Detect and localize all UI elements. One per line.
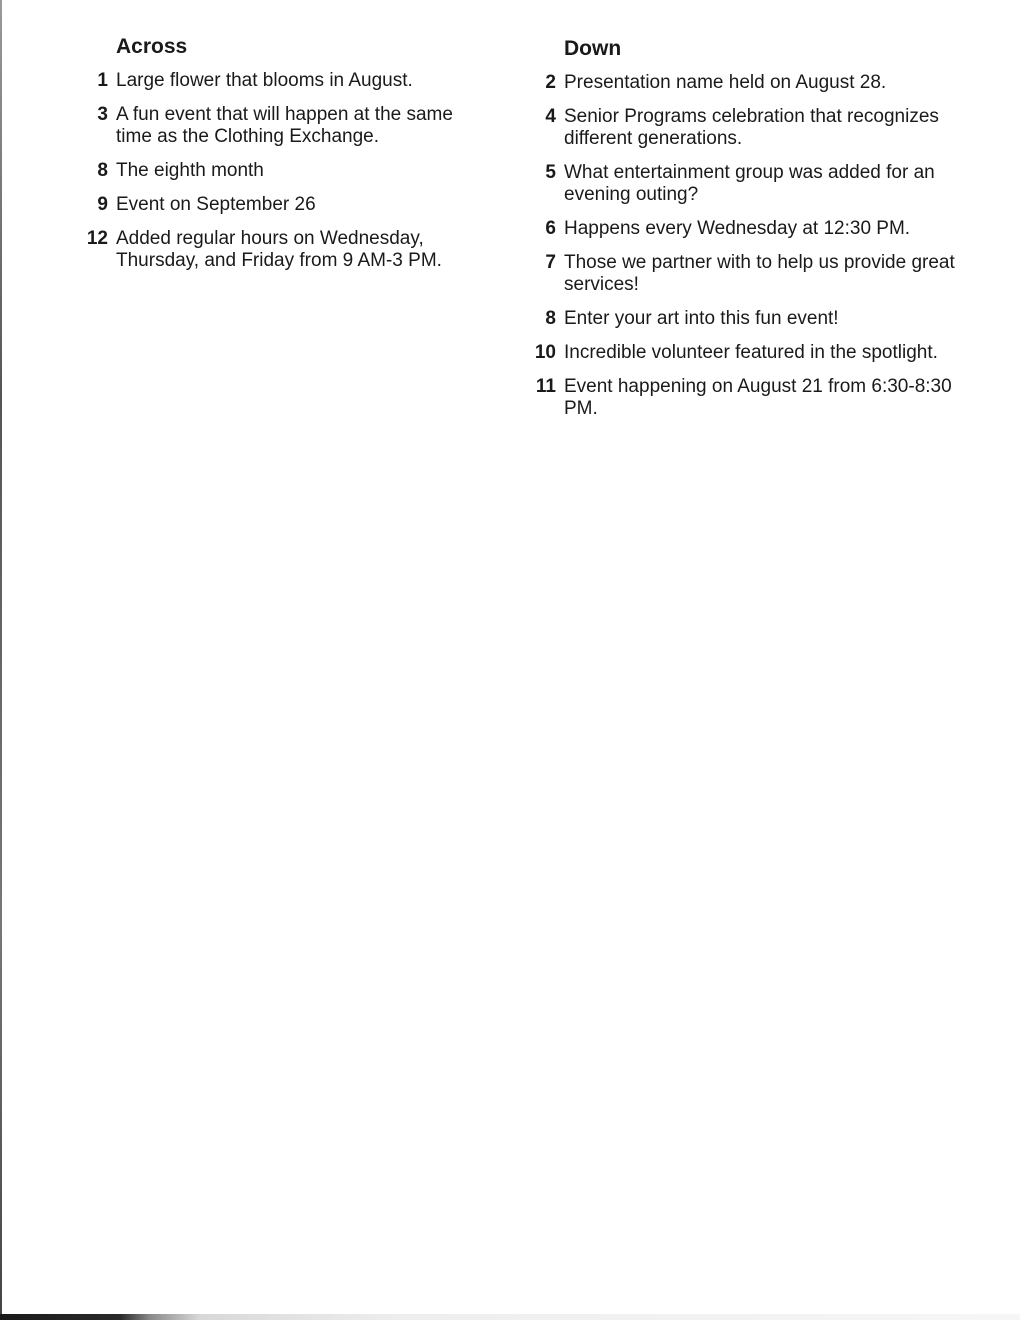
- across-clue: [80, 70, 480, 92]
- clue-text: Happens every Wednesday at 12:30 PM.: [564, 218, 911, 239]
- clue-number: 12: [86, 228, 108, 249]
- scan-edge-bottom: [0, 1314, 1020, 1320]
- clue-text: A fun event that will happen at the same time as the Clothing Exchange.: [116, 104, 453, 147]
- down-clue: [528, 162, 968, 206]
- clue-text: Large flower that blooms in August.: [116, 70, 413, 91]
- down-clue: [528, 218, 968, 240]
- down-clue: [528, 106, 968, 150]
- clue-number: 7: [545, 252, 556, 273]
- across-clue: [80, 104, 480, 148]
- clue-number: 11: [535, 376, 556, 397]
- down-clue: [528, 308, 968, 330]
- down-heading: Down: [564, 37, 622, 60]
- clue-number: 5: [545, 162, 556, 183]
- clue-number: 2: [545, 72, 556, 93]
- down-clue: [528, 72, 968, 94]
- across-clue: [80, 228, 480, 272]
- across-clues-column: [80, 34, 480, 284]
- down-clue: [528, 342, 968, 364]
- down-clues-column: [528, 34, 968, 432]
- across-clue: [80, 160, 480, 182]
- clue-text: Added regular hours on Wednesday, Thursday, and Friday from 9 AM-3 PM.: [116, 228, 442, 271]
- clue-number: 10: [534, 342, 556, 363]
- scan-edge-left: [0, 0, 2, 1320]
- clue-number: 1: [97, 70, 108, 91]
- clue-text: Presentation name held on August 28.: [564, 72, 887, 93]
- clue-text: Those we partner with to help us provide great services!: [564, 252, 955, 295]
- clue-number: 8: [97, 160, 108, 181]
- down-clue: [528, 376, 968, 420]
- clue-text: Enter your art into this fun event!: [564, 308, 839, 329]
- clue-text: The eighth month: [116, 160, 264, 181]
- across-clue: [80, 194, 480, 216]
- clue-text: What entertainment group was added for an evening outing?: [564, 162, 935, 205]
- clue-number: 6: [545, 218, 556, 239]
- clue-text: Incredible volunteer featured in the spotlight.: [564, 342, 938, 363]
- clue-number: 8: [545, 308, 556, 329]
- clue-text: Event on September 26: [116, 194, 316, 215]
- across-heading: Across: [116, 35, 188, 58]
- clue-number: 9: [97, 194, 108, 215]
- clue-number: 3: [97, 104, 108, 125]
- clue-number: 4: [545, 106, 556, 127]
- down-clue: [528, 252, 968, 296]
- clue-text: Senior Programs celebration that recognizes different generations.: [564, 106, 939, 149]
- clue-text: Event happening on August 21 from 6:30-8:30 PM.: [564, 376, 952, 419]
